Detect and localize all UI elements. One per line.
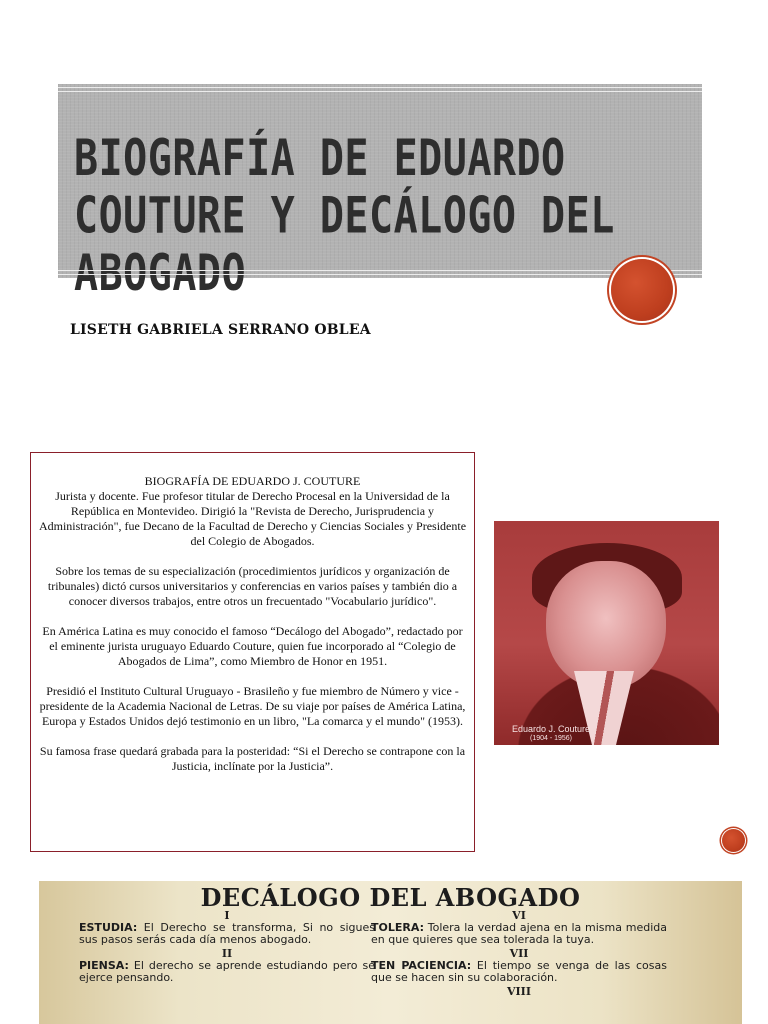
biography-paragraph: Presidió el Instituto Cultural Uruguayo - Brasileño y fue miembro de Número y vice - presidente de la Academia Nacional de Letras. De su viaje por países de América Latina, Europa y Estados Unidos dejó testimonio en un libro, "La comarca y el mundo" (1953). bbox=[39, 684, 466, 728]
biography-paragraph: En América Latina es muy conocido el famoso “Decálogo del Abogado”, redactado por el eminente jurista uruguayo Eduardo Couture, quien fue incorporado al “Colegio de Abogados de Lima”, como Miembro de Honor en 1951. bbox=[42, 624, 463, 668]
decalogo-right-column bbox=[371, 910, 667, 998]
rule-item bbox=[371, 922, 667, 946]
rule-keyword: TEN PACIENCIA: bbox=[371, 959, 472, 972]
rule-keyword: TOLERA: bbox=[371, 921, 424, 934]
rule-text: El tiempo se venga de las cosas que se hacen sin su colaboración. bbox=[371, 959, 667, 984]
portrait-caption-dates: (1904 - 1956) bbox=[529, 735, 573, 742]
band-top-line bbox=[58, 87, 702, 92]
decalogo-image bbox=[39, 881, 742, 1024]
portrait-caption-name: Eduardo J. Couture bbox=[511, 724, 591, 734]
biography-paragraph: Jurista y docente. Fue profesor titular de Derecho Procesal en la Universidad de la República en Montevideo. Dirigió la "Revista de Derecho, Jurisprudencia y Administración", fue Decano de la Facultad de Derecho y Ciencias Sociales y Presidente del Colegio de Abogados. bbox=[38, 489, 467, 548]
rule-numeral: II bbox=[221, 947, 233, 960]
band-bottom-line bbox=[58, 270, 702, 275]
portrait-face bbox=[546, 561, 666, 689]
biography-paragraph: Sobre los temas de su especialización (procedimientos jurídicos y organización de tribunales) dictó cursos universitarios y conferencias en varios países y también dio a conocer diversos trabajos, entre otros un frecuentado "Vocabulario jurídico". bbox=[47, 564, 458, 608]
rule-numeral: VII bbox=[509, 947, 529, 960]
portrait-caption bbox=[496, 725, 606, 743]
rule-numeral: I bbox=[224, 909, 230, 922]
rule-text: El derecho se aprende estudiando pero se ejerce pensando. bbox=[79, 959, 375, 984]
author-name: LISETH GABRIELA SERRANO OBLEA bbox=[70, 322, 371, 338]
rule-text: El Derecho se transforma, Si no sigues sus pasos serás cada día menos abogado. bbox=[79, 921, 375, 946]
decorative-circle-small bbox=[722, 829, 745, 852]
biography-paragraph: Su famosa frase quedará grabada para la posteridad: “Si el Derecho se contrapone con la Justicia, inclínate por la Justicia”. bbox=[39, 744, 466, 773]
biography-heading: BIOGRAFÍA DE EDUARDO J. COUTURE bbox=[144, 474, 361, 488]
decalogo-left-column bbox=[79, 910, 375, 986]
rule-item bbox=[371, 960, 667, 984]
rule-item bbox=[79, 922, 375, 946]
slide-title: BIOGRAFÍA DE EDUARDO COUTURE Y DECÁLOGO DEL ABOGADO bbox=[74, 130, 615, 303]
rule-numeral: VIII bbox=[507, 985, 531, 998]
rule-keyword: PIENSA: bbox=[79, 959, 129, 972]
decorative-circle-large bbox=[611, 259, 673, 321]
biography-box bbox=[30, 452, 475, 852]
rule-numeral: VI bbox=[512, 909, 526, 922]
rule-item bbox=[79, 960, 375, 984]
decalogo-title: DECÁLOGO DEL ABOGADO bbox=[200, 883, 581, 912]
rule-text: Tolera la verdad ajena en la misma medida en que quieres que sea tolerada la tuya. bbox=[371, 921, 667, 946]
portrait-photo bbox=[494, 521, 719, 745]
title-band bbox=[58, 84, 702, 303]
rule-keyword: ESTUDIA: bbox=[79, 921, 138, 934]
